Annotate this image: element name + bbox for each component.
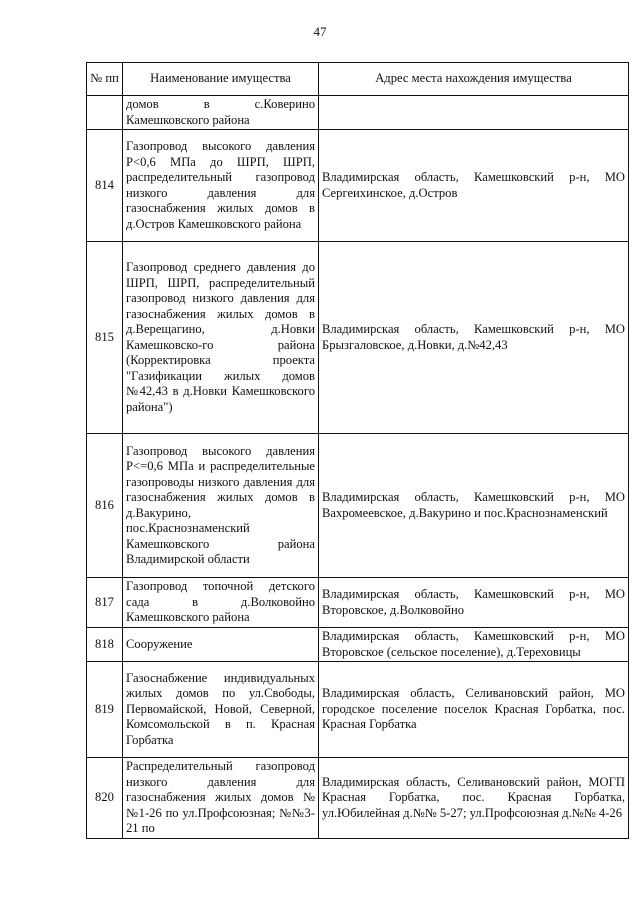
property-name: домов в с.Коверино Камешковского района: [123, 96, 319, 130]
header-number: № пп: [87, 63, 123, 96]
property-name: Газопровод высокого давления Р<=0,6 МПа и распределительные газопроводы низкого давления для газоснабжения жилых домов в д.Вакурино, пос.Краснознаменский Камешковского района Владимирской области: [123, 434, 319, 578]
table-row: [87, 758, 629, 839]
page-number: 47: [313, 24, 327, 39]
header-address: Адрес места нахождения имущества: [319, 63, 629, 96]
table-header-row: [87, 63, 629, 96]
property-address: Владимирская область, Камешковский р-н, МО Вахромеевское, д.Вакурино и пос.Краснознаменский: [319, 434, 629, 578]
table-row: [87, 96, 629, 130]
property-name: Газопровод среднего давления до ШРП, ШРП, распределительный газопровод низкого давления для газоснабжения жилых домов в д.Верещагино, д.Новки Камешковско-го района (Корректировка проекта "Газификации жилых домов №42,43 в д.Новки Камешковского района"): [123, 242, 319, 434]
table-row: [87, 578, 629, 628]
property-name: Газопровод топочной детского сада в д.Волковойно Камешковского района: [123, 578, 319, 628]
property-name: Газопровод высокого давления Р<0,6 МПа до ШРП, ШРП, распределительный газопровод низкого давления для газоснабжения жилых домов в д.Остров Камешковского района: [123, 130, 319, 242]
table-row: [87, 662, 629, 758]
table-row: [87, 434, 629, 578]
row-number: 818: [87, 628, 123, 662]
property-address: Владимирская область, Камешковский р-н, МО Брызгаловское, д.Новки, д.№42,43: [319, 242, 629, 434]
row-number: [87, 96, 123, 130]
table-row: [87, 242, 629, 434]
property-address: Владимирская область, Камешковский р-н, МО Сергеихинское, д.Остров: [319, 130, 629, 242]
property-address: [319, 96, 629, 130]
property-registry-table: [86, 62, 629, 839]
table-row: [87, 628, 629, 662]
row-number: 817: [87, 578, 123, 628]
table-row: [87, 130, 629, 242]
property-name: Распределительный газопровод низкого давления для газоснабжения жилых домов №№1-26 по ул.Профсоюзная; №№3-21 по: [123, 758, 319, 839]
property-address: Владимирская область, Селивановский район, МО городское поселение поселок Красная Горбатка, пос. Красная Горбатка: [319, 662, 629, 758]
property-address: Владимирская область, Камешковский р-н, МО Второвское, д.Волковойно: [319, 578, 629, 628]
header-property-name: Наименование имущества: [123, 63, 319, 96]
property-name: Сооружение: [123, 628, 319, 662]
row-number: 815: [87, 242, 123, 434]
property-address: Владимирская область, Селивановский район, МОГП Красная Горбатка, пос. Красная Горбатка, ул.Юбилейная д.№№ 5-27; ул.Профсоюзная д.№№ 4-26: [319, 758, 629, 839]
row-number: 814: [87, 130, 123, 242]
property-name: Газоснабжение индивидуальных жилых домов по ул.Свободы, Первомайской, Новой, Северной, Комсомольской в п. Красная Горбатка: [123, 662, 319, 758]
row-number: 819: [87, 662, 123, 758]
row-number: 816: [87, 434, 123, 578]
row-number: 820: [87, 758, 123, 839]
property-address: Владимирская область, Камешковский р-н, МО Второвское (сельское поселение), д.Тереховицы: [319, 628, 629, 662]
